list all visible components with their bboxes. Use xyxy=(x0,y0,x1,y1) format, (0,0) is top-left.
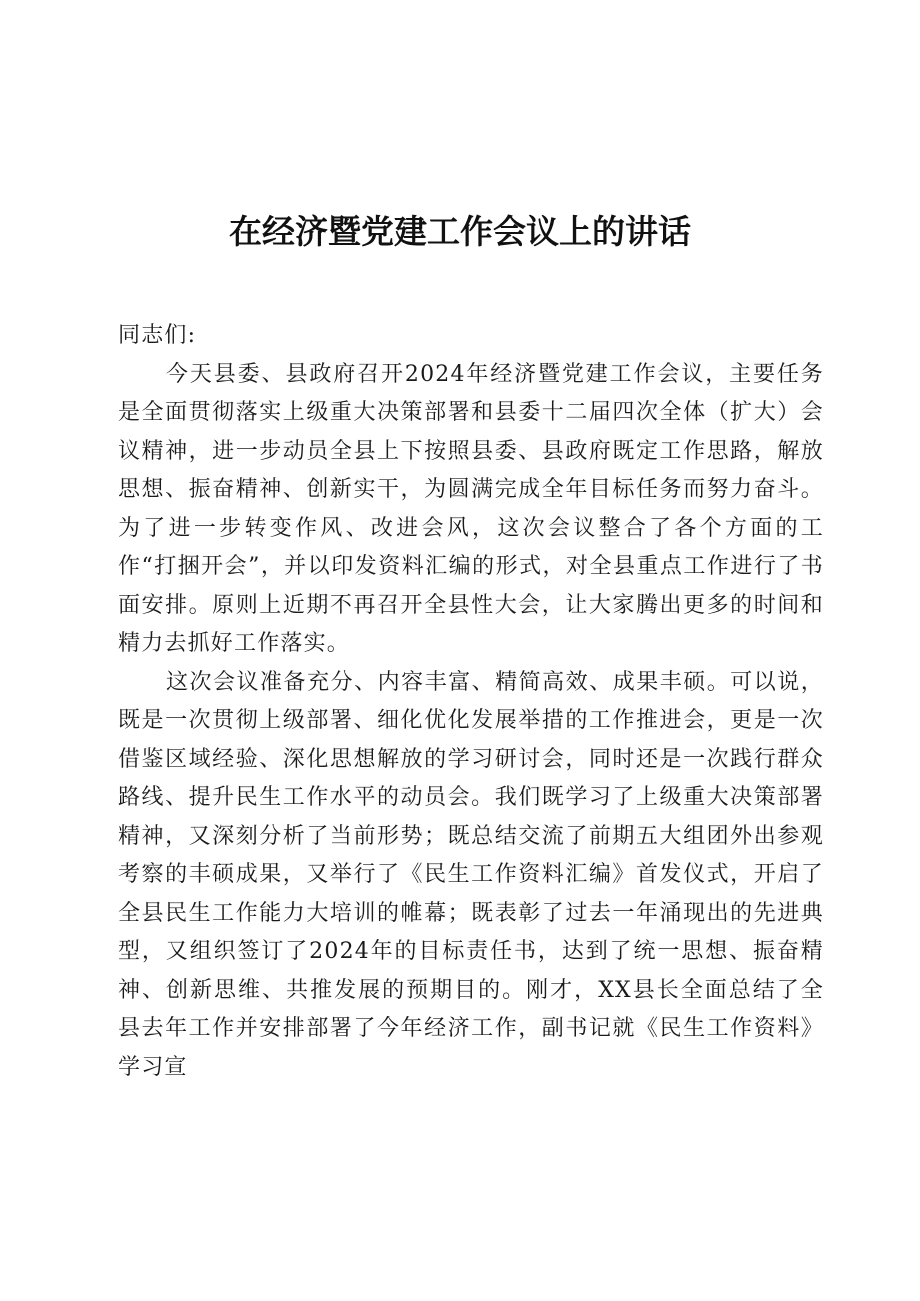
paragraph-1: 今天县委、县政府召开2024年经济暨党建工作会议，主要任务是全面贯彻落实上级重大决策部署和县委十二届四次全体（扩大）会议精神，进一步动员全县上下按照县委、县政府既定工作思路，解放思想、振奋精神、创新实干，为圆满完成全年目标任务而努力奋斗。为了进一步转变作风、改进会风，这次会议整合了各个方面的工作“打捆开会”，并以印发资料汇编的形式，对全县重点工作进行了书面安排。原则上近期不再召开全县性大会，让大家腾出更多的时间和精力去抓好工作落实。 xyxy=(118,361,824,656)
document-body xyxy=(118,317,824,1087)
salutation: 同志们: xyxy=(118,323,197,348)
paragraph-2: 这次会议准备充分、内容丰富、精简高效、成果丰硕。可以说，既是一次贯彻上级部署、细化优化发展举措的工作推进会，更是一次借鉴区域经验、深化思想解放的学习研讨会，同时还是一次践行群众路线、提升民生工作水平的动员会。我们既学习了上级重大决策部署精神，又深刻分析了当前形势；既总结交流了前期五大组团外出参观考察的丰硕成果，又举行了《民生工作资料汇编》首发仪式，开启了全县民生工作能力大培训的帷幕；既表彰了过去一年涌现出的先进典型，又组织签订了2024年的目标责任书，达到了统一思想、振奋精神、创新思维、共推发展的预期目的。刚才，XX县长全面总结了全县去年工作并安排部署了今年经济工作，副书记就《民生工作资料》学习宣 xyxy=(118,669,824,1080)
document-title: 在经济暨党建工作会议上的讲话 xyxy=(229,212,691,251)
